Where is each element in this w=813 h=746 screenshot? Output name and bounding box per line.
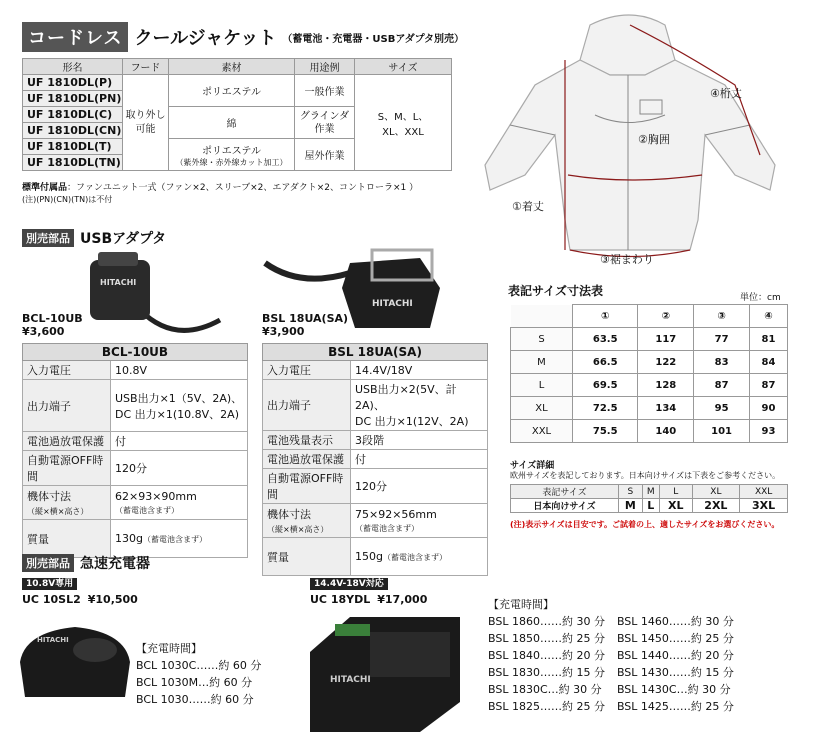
size-value: 140 [638, 420, 694, 443]
size-detail-title: サイズ詳細 [510, 461, 555, 471]
jp-size: M [619, 499, 643, 513]
size-label: XXL [511, 420, 573, 443]
charge-line: BSL 1425……約 25 分 [616, 700, 734, 713]
size-value: 122 [638, 351, 694, 374]
jp-size: 3XL [740, 499, 788, 513]
usb-section-header [22, 228, 166, 248]
label-line: 機体寸法 [267, 508, 311, 521]
uc10-charge-times [136, 640, 261, 708]
row-value [351, 380, 488, 431]
col-header-size: サイズ [355, 59, 452, 75]
uc10-tag: 10.8V専用 [22, 578, 77, 590]
label-sub: （縦×横×高さ） [267, 525, 329, 534]
size-value: 63.5 [573, 328, 638, 351]
size-value: 93 [749, 420, 787, 443]
bcl-price: ¥3,600 [22, 325, 65, 338]
size-value: 134 [638, 397, 694, 420]
row-value: 付 [111, 432, 248, 451]
charge-line: BSL 1430……約 15 分 [616, 666, 734, 679]
row-value: 14.4V/18V [351, 361, 488, 380]
row-label [263, 504, 351, 538]
bsl-info [262, 312, 348, 338]
label-sub: （縦×横×高さ） [27, 507, 89, 516]
row-label: 自動電源OFF時間 [263, 469, 351, 504]
jp-size-table [510, 484, 788, 513]
charger-section-tag: 別売部品 [22, 554, 74, 572]
bcl-spec-table [22, 343, 248, 558]
charge-line: BCL 1030M…約 60 分 [136, 676, 253, 689]
value-line: 150g [355, 550, 383, 563]
uc10-slot [73, 638, 117, 662]
material-cell: ポリエステル [169, 75, 295, 107]
header-note: （蓄電池・充電器・USBアダプタ別売） [282, 33, 464, 45]
row-label: 電池残量表示 [263, 431, 351, 450]
footnote: (注)(PN)(CN)(TN)は不付 [22, 195, 113, 204]
charge-line: BSL 1440……約 20 分 [616, 649, 734, 662]
size-warning: (注)表示サイズは目安です。ご試着の上、適したサイズをお選びください。 [510, 520, 780, 529]
eu-size: L [659, 485, 692, 499]
size-value: 81 [749, 328, 787, 351]
accessory-label: 標準付属品 [22, 183, 68, 193]
uc18-product-image [300, 612, 470, 737]
jp-size: XL [659, 499, 692, 513]
charger-section-header [22, 553, 150, 573]
uc18-info [310, 576, 427, 606]
col-header: ④ [749, 305, 787, 328]
model-cell: UF 1810DL(PN) [23, 91, 123, 107]
bcl-model: BCL-10UB [22, 312, 83, 325]
material-line: ポリエステル [201, 145, 262, 157]
row-label: 出力端子 [263, 380, 351, 431]
charge-line: BSL 1840……約 20 分 [488, 649, 605, 662]
model-cell: UF 1810DL(CN) [23, 123, 123, 139]
charge-title: 【充電時間】 [136, 642, 202, 655]
dim-label-3: ③裾まわり [600, 253, 654, 266]
row-label: 質量 [263, 538, 351, 576]
row-label: 日本向けサイズ [511, 499, 619, 513]
row-value [111, 486, 248, 520]
uc10-model: UC 10SL2 [22, 593, 81, 606]
charger-section-title: 急速充電器 [80, 556, 150, 572]
uc18-model: UC 18YDL [310, 593, 371, 606]
charge-col-1 [488, 613, 605, 715]
col-header-material: 素材 [169, 59, 295, 75]
bsl-price: ¥3,900 [262, 325, 305, 338]
size-value: 87 [749, 374, 787, 397]
size-value: 117 [638, 328, 694, 351]
model-cell: UF 1810DL(P) [23, 75, 123, 91]
model-cell: UF 1810DL(TN) [23, 155, 123, 171]
dim-label-2: ②胸囲 [638, 133, 670, 146]
row-value: 10.8V [111, 361, 248, 380]
bsl-brand: HITACHI [372, 299, 413, 309]
row-label: 電池過放電保護 [23, 432, 111, 451]
row-value [351, 504, 488, 538]
size-detail-desc: 欧州サイズを表記しております。日本向けサイズは下表をご参考ください。 [510, 471, 781, 480]
size-value: 66.5 [573, 351, 638, 374]
bcl-clip [98, 252, 138, 266]
header-tag: コードレス [22, 22, 128, 52]
value-sub: （蓄電池含まず） [382, 553, 447, 562]
uc18-charge-times [488, 596, 734, 715]
size-value: 95 [694, 397, 750, 420]
charge-line: BSL 1830……約 15 分 [488, 666, 605, 679]
charge-line: BSL 1460……約 30 分 [616, 615, 734, 628]
size-value: 69.5 [573, 374, 638, 397]
bcl-info [22, 312, 83, 338]
row-label: 質量 [23, 520, 111, 558]
col-header: ① [573, 305, 638, 328]
material-cell [169, 139, 295, 171]
size-value: 128 [638, 374, 694, 397]
row-value: 3段階 [351, 431, 488, 450]
value-line: USB出力×1（5V、2A)、 [115, 391, 243, 405]
bcl-product-image [80, 250, 230, 345]
charge-line: BCL 1030C……約 60 分 [136, 659, 262, 672]
usb-section-tag: 別売部品 [22, 229, 74, 247]
hood-text: 取り外し可能 [125, 109, 166, 135]
value-sub: （蓄電池含まず） [142, 535, 207, 544]
size-line: S、M、L、 [377, 111, 429, 123]
size-value: 72.5 [573, 397, 638, 420]
jp-size: L [642, 499, 659, 513]
bcl-body [90, 260, 150, 320]
eu-size: M [642, 485, 659, 499]
bsl-strap [265, 263, 350, 279]
row-value: 120分 [111, 451, 248, 486]
bsl-model: BSL 18UA(SA) [262, 312, 349, 325]
value-line: 75×92×56mm [355, 507, 437, 521]
size-label: M [511, 351, 573, 374]
size-label: XL [511, 397, 573, 420]
col-header-model: 形名 [23, 59, 123, 75]
dim-label-1: ①着丈 [512, 200, 544, 213]
eu-size: S [619, 485, 643, 499]
row-value: 120分 [351, 469, 488, 504]
value-line: 130g [115, 532, 143, 545]
use-cell [295, 107, 355, 139]
size-value: 84 [749, 351, 787, 374]
value-sub: （蓄電池含まず） [355, 523, 419, 533]
charge-line: BSL 1850……約 25 分 [488, 632, 605, 645]
model-cell: UF 1810DL(C) [23, 107, 123, 123]
accessory-note [22, 180, 418, 193]
size-value: 101 [694, 420, 750, 443]
size-value: 77 [694, 328, 750, 351]
row-value: 付 [351, 450, 488, 469]
hood-cell [123, 75, 169, 171]
material-cell: 綿 [169, 107, 295, 139]
charge-line: BSL 1860……約 30 分 [488, 615, 605, 628]
charge-col-2 [617, 613, 734, 715]
col-header-use: 用途例 [295, 59, 355, 75]
size-cell [355, 75, 452, 171]
usb-section-title: USBアダプタ [80, 231, 167, 247]
row-value [111, 380, 248, 432]
charge-line: BSL 1825……約 25 分 [488, 700, 605, 713]
row-label: 出力端子 [23, 380, 111, 432]
col-header: ② [638, 305, 694, 328]
row-value [111, 520, 248, 558]
spec-table [22, 58, 452, 171]
uc18-indicator [335, 624, 370, 636]
page-header [22, 22, 464, 52]
value-line: 62×93×90mm [115, 489, 197, 503]
row-label: 電池過放電保護 [263, 450, 351, 469]
uc10-price: ¥10,500 [87, 593, 138, 606]
model-cell: UF 1810DL(T) [23, 139, 123, 155]
row-label: 自動電源OFF時間 [23, 451, 111, 486]
size-table-title: 表記サイズ寸法表 [508, 284, 604, 298]
charge-title: 【充電時間】 [488, 598, 554, 611]
uc18-price: ¥17,000 [377, 593, 428, 606]
jacket-diagram [480, 5, 780, 270]
bsl-table-header: BSL 18UA(SA) [263, 344, 488, 361]
use-text: グラインダ作業 [299, 110, 350, 135]
bsl-body [342, 258, 440, 328]
size-value: 83 [694, 351, 750, 374]
accessory-text: ：ファンユニット一式（ファン×2、スリーブ×2、エアダクト×2、コントローラ×1 ） [67, 183, 419, 193]
row-label: 表記サイズ [511, 485, 619, 499]
eu-size: XL [692, 485, 740, 499]
bcl-table-header: BCL-10UB [23, 344, 248, 361]
uc18-slot [370, 632, 450, 677]
col-header-hood: フード [123, 59, 169, 75]
size-label: L [511, 374, 573, 397]
value-line: USB出力×2(5V、計2A)、 [355, 383, 457, 412]
uc10-info [22, 576, 138, 606]
uc18-brand: HITACHI [330, 675, 371, 685]
size-value: 87 [694, 374, 750, 397]
use-cell: 一般作業 [295, 75, 355, 107]
uc10-brand: HITACHI [37, 636, 69, 644]
size-line: XL、XXL [382, 126, 424, 138]
uc10-product-image [15, 612, 135, 707]
jacket-hood [580, 15, 675, 75]
charge-line: BCL 1030……約 60 分 [136, 693, 254, 706]
use-cell: 屋外作業 [295, 139, 355, 171]
material-sub: （紫外線・赤外線カット加工） [175, 157, 288, 167]
uc18-tag: 14.4V-18V対応 [310, 578, 388, 590]
bcl-brand: HITACHI [100, 278, 137, 287]
row-label: 入力電圧 [263, 361, 351, 380]
value-line: DC 出力×1(10.8V、2A) [115, 407, 239, 421]
size-value: 90 [749, 397, 787, 420]
charge-line: BSL 1450……約 25 分 [616, 632, 734, 645]
label-line: 機体寸法 [27, 490, 71, 503]
value-sub: （蓄電池含まず） [115, 505, 179, 515]
dim-label-4: ④桁丈 [710, 87, 742, 100]
size-table [510, 304, 788, 443]
row-label: 入力電圧 [23, 361, 111, 380]
charge-line: BSL 1830C…約 30 分 [488, 683, 602, 696]
size-label: S [511, 328, 573, 351]
col-header: ③ [694, 305, 750, 328]
size-table-unit: 単位：cm [740, 293, 781, 303]
bcl-strap [140, 310, 220, 330]
eu-size: XXL [740, 485, 788, 499]
charge-line: BSL 1430C…約 30 分 [616, 683, 731, 696]
header-title: クールジャケット [134, 28, 277, 49]
bsl-spec-table [262, 343, 488, 576]
value-line: DC 出力×1(12V、2A) [355, 415, 469, 428]
corner-cell [511, 305, 573, 328]
size-value: 75.5 [573, 420, 638, 443]
row-value [351, 538, 488, 576]
row-label [23, 486, 111, 520]
jp-size: 2XL [692, 499, 740, 513]
